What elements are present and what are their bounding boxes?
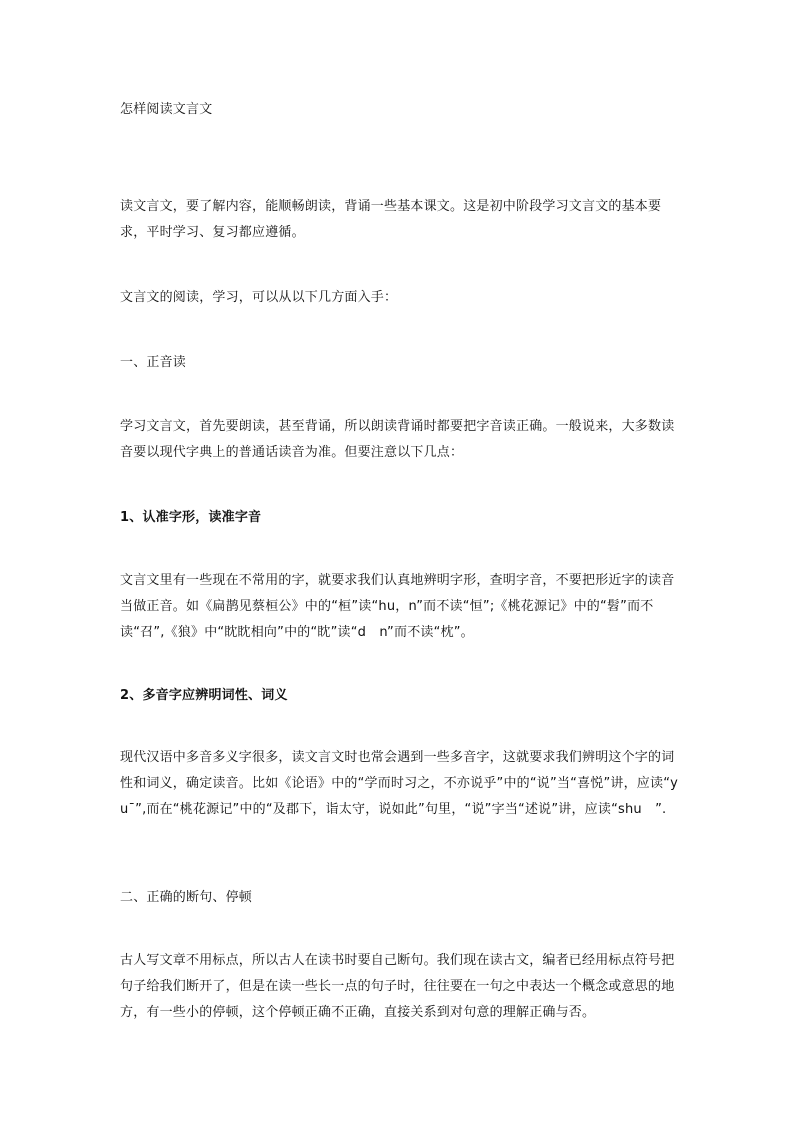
paragraph-polyphonic: 现代汉语中多音多义字很多，读文言文时也常会遇到一些多音字，这就要求我们辨明这个字的词性和词义，确定读音。比如《论语》中的“学而时习之，不亦说乎”中的“说”当“喜悦”讲，应读“yuˉ”,而在“桃花源记”中的“及郡下，诣太守，说如此”句里，“说”字当“述说”讲，应读“shu ”. xyxy=(120,750,679,817)
paragraph-pronunciation: 学习文言文，首先要朗读，甚至背诵，所以朗读背诵时都要把字音读正确。一般说来，大多数读音要以现代字典上的普通话读音为准。但要注意以下几点： xyxy=(120,419,675,460)
section-heading-pronunciation: 一、正音读 xyxy=(120,355,187,370)
document-title: 怎样阅读文言文 xyxy=(120,102,213,117)
subheading-polyphonic: 2、多音字应辨明词性、词义 xyxy=(120,688,288,703)
subheading-character-form: 1、认准字形，读准字音 xyxy=(120,510,262,525)
section-heading-punctuation: 二、正确的断句、停顿 xyxy=(120,890,253,905)
paragraph-punctuation: 古人写文章不用标点，所以古人在读书时要自己断句。我们现在读古文，编者已经用标点符号把句子给我们断开了，但是在读一些长一点的句子时，往往要在一句之中表达一个概念或意思的地方，有一些小的停顿，这个停顿正确不正确，直接关系到对句意的理解正确与否。 xyxy=(120,953,675,1020)
paragraph-methods: 文言文的阅读，学习，可以从以下几方面入手： xyxy=(120,290,398,305)
paragraph-intro: 读文言文，要了解内容，能顺畅朗读，背诵一些基本课文。这是初中阶段学习文言文的基本要求，平时学习、复习都应遵循。 xyxy=(120,199,662,240)
paragraph-character-form: 文言文里有一些现在不常用的字，就要求我们认真地辨明字形，查明字音，不要把形近字的读音当做正音。如《扁鹊见蔡桓公》中的“桓”读“hu，n”而不读“恒”;《桃花源记》中的“髫”而不读“召”,《狼》中“眈眈相向”中的“眈”读“d n”而不读“枕”。 xyxy=(120,573,675,640)
